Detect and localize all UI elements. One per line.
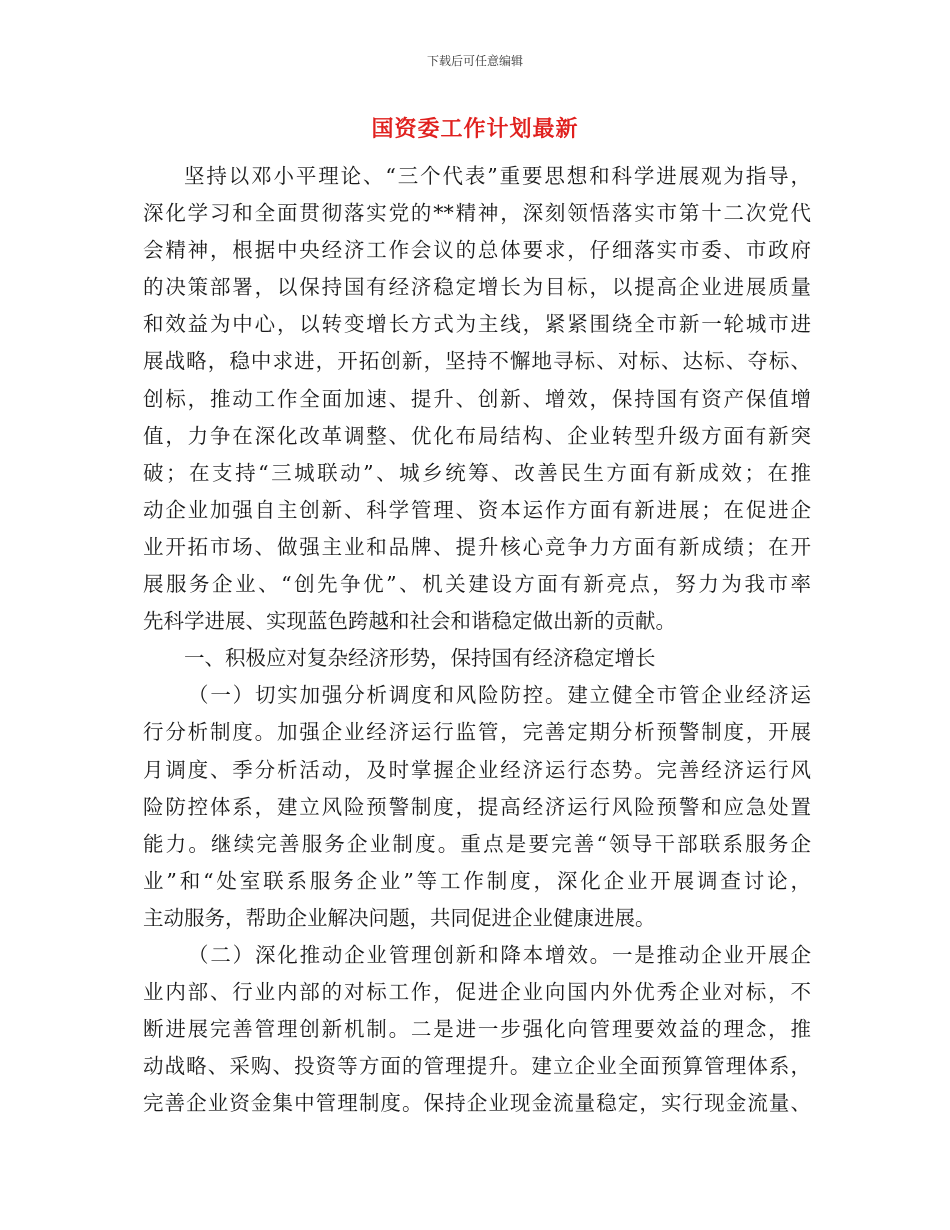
text-line: 主动服务，帮助企业解决问题，共同促进企业健康进展。 [143, 905, 656, 930]
text-line: 会精神，根据中央经济工作会议的总体要求，仔细落实市委、市政府 [143, 238, 811, 263]
text-line: 完善企业资金集中管理制度。保持企业现金流量稳定，实行现金流量、 [143, 1091, 811, 1116]
text-line: 值，力争在深化改革调整、优化布局结构、企业转型升级方面有新突 [143, 423, 811, 448]
text-line: 和效益为中心，以转变增长方式为主线，紧紧围绕全市新一轮城市进 [143, 312, 811, 337]
text-line: 动企业加强自主创新、科学管理、资本运作方面有新进展；在促进企 [143, 497, 811, 522]
text-line: （一）切实加强分析调度和风险防控。建立健全市管企业经济运 [188, 683, 811, 708]
text-line: 业”和“处室联系服务企业”等工作制度，深化企业开展调查讨论， [143, 868, 811, 893]
text-line: 的决策部署，以保持国有经济稳定增长为目标，以提高企业进展质量 [143, 275, 811, 300]
document-title: 国资委工作计划最新 [371, 116, 579, 142]
text-line: 业内部、行业内部的对标工作，促进企业向国内外优秀企业对标，不 [143, 980, 811, 1005]
text-line: 月调度、季分析活动，及时掌握企业经济运行态势。完善经济运行风 [143, 757, 811, 782]
section-heading: 一、积极应对复杂经济形势，保持国有经济稳定增长 [184, 646, 656, 671]
text-line: 先科学进展、实现蓝色跨越和社会和谐稳定做出新的贡献。 [143, 609, 676, 634]
text-line: 动战略、采购、投资等方面的管理提升。建立企业全面预算管理体系， [143, 1054, 811, 1079]
document-body [143, 158, 811, 1122]
page-header: 下载后可任意编辑 [426, 54, 523, 68]
text-line: 坚持以邓小平理论、“三个代表”重要思想和科学进展观为指导， [184, 164, 811, 188]
text-line: 破；在支持“三城联动”、城乡统筹、改善民生方面有新成效；在推 [143, 460, 811, 485]
text-line: 创标，推动工作全面加速、提升、创新、增效，保持国有资产保值增 [143, 386, 811, 411]
text-line: 展服务企业、“创先争优”、机关建设方面有新亮点，努力为我市率 [143, 572, 811, 597]
text-line: 能力。继续完善服务企业制度。重点是要完善“领导干部联系服务企 [143, 831, 811, 856]
text-line: 展战略，稳中求进，开拓创新，坚持不懈地寻标、对标、达标、夺标、 [143, 349, 811, 374]
text-line: 深化学习和全面贯彻落实党的**精神，深刻领悟落实市第十二次党代 [143, 201, 811, 226]
text-line: 断进展完善管理创新机制。二是进一步强化向管理要效益的理念，推 [143, 1017, 811, 1042]
text-line: 业开拓市场、做强主业和品牌、提升核心竞争力方面有新成绩；在开 [143, 534, 811, 559]
text-line: （二）深化推动企业管理创新和降本增效。一是推动企业开展企 [188, 942, 811, 967]
text-line: 险防控体系，建立风险预警制度，提高经济运行风险预警和应急处置 [143, 794, 811, 819]
text-line: 行分析制度。加强企业经济运行监管，完善定期分析预警制度，开展 [143, 720, 811, 745]
